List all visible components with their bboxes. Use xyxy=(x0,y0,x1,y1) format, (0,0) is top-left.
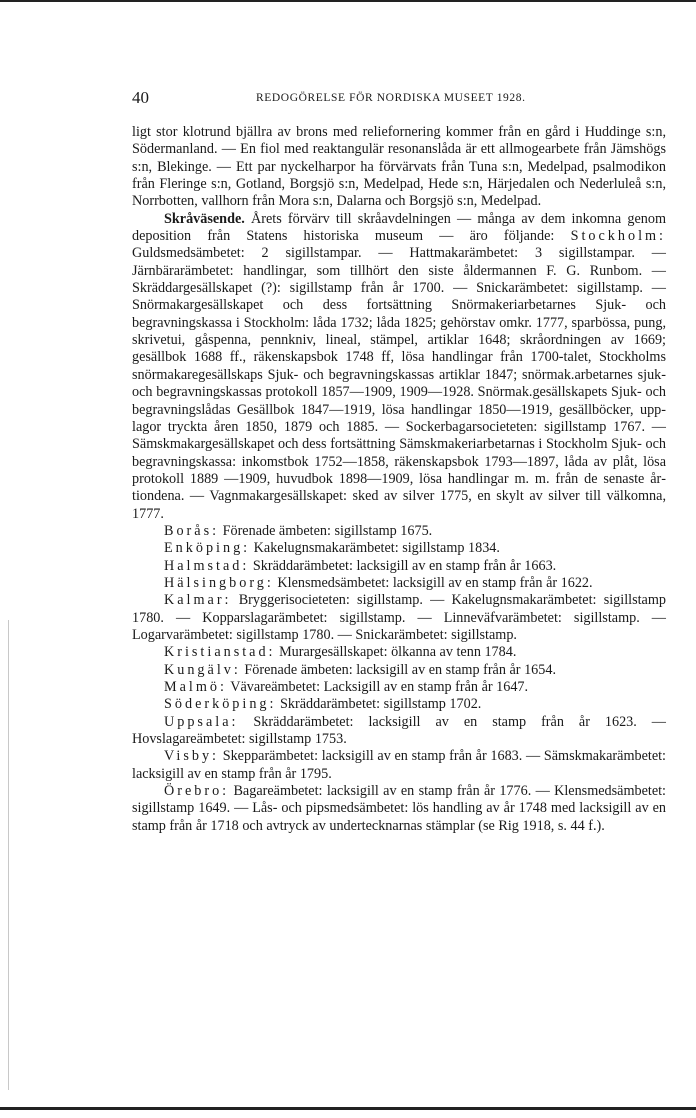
town-name: Hälsingborg: xyxy=(164,574,274,591)
town-text: Klensmedsämbetet: lacksigill av en stamp från år 1622. xyxy=(277,574,593,591)
town-text: Förenade ämbeten: sigillstamp 1675. xyxy=(222,522,433,539)
town-name: Uppsala: xyxy=(164,713,239,730)
town-entry xyxy=(132,714,666,749)
town-name: Halmstad: xyxy=(164,557,250,574)
town-entry xyxy=(132,592,666,644)
town-entry xyxy=(132,679,666,696)
town-name: Malmö: xyxy=(164,679,227,695)
page-body xyxy=(132,124,666,835)
town-entry xyxy=(132,644,666,661)
section-heading-skravasende: Skråväsende. xyxy=(164,210,245,227)
town-text: Skräddarämbetet: lacksigill av en stamp från år 1663. xyxy=(252,557,557,574)
town-text: Bagareämbetet: lacksigill av en stamp från år 1776. — Klensmedsämbetet: sigillstamp 1649. — Lås- och pipsmedsämbetet: lös handling av år 1748 med lacksigill av en stamp från år 1718 och avtryck av undertecknarnas stämplar (se Rig 1918, s. 44 f.). xyxy=(132,783,667,834)
town-entry xyxy=(132,748,666,783)
town-text: Skräddarämbetet: sigillstamp 1702. xyxy=(280,696,482,713)
town-entry xyxy=(132,540,666,557)
bottom-edge-rule xyxy=(0,1107,696,1110)
town-name-stockholm: Stockholm: xyxy=(570,228,667,245)
town-name: Örebro: xyxy=(164,783,230,800)
town-text: Skräddarämbetet: lacksigill av en stamp från år 1623. — Hovslagareämbetet: sigillstamp 1753. xyxy=(132,713,666,748)
town-text: Murargesällskapet: ölkanna av tenn 1784. xyxy=(279,644,517,661)
town-entry xyxy=(132,558,666,575)
town-entry xyxy=(132,662,666,679)
town-text: Vävareämbetet: Lacksigill av en stamp från år 1647. xyxy=(230,679,529,695)
paragraph-instruments: ligt stor klotrund bjällra av brons med reliefornering kommer från en gård i Huddinge s:n, Södermanland. — En fiol med reaktangulär resonanslåda är ett allmogearbete från Jämshögs s:n, Blekinge. — Ett par nyckelharpor ha förvärvats från Tuna s:n, Medelpad, psalmodikon från Fleringe s:n, Gotland, Borgsjö s:n, Medelpad, Hede s:n, Härjedalen och Nederluleå s:n, Norrbotten, vallhorn från Mora s:n, Dalarna och Borgsjö s:n, Medelpad. xyxy=(132,124,666,210)
town-text: Bryggerisocieteten: sigillstamp. — Kakelugnsmakarämbetet: sigillstamp 1780. — Kopparslagarämbetet: sigillstamp. — Linneväfvarämbetet: sigillstamp. — Logarvarämbetet: sigillstamp 1780. — Snickarämbetet: sigillstamp. xyxy=(132,592,666,643)
running-title: REDOGÖRELSE FÖR NORDISKA MUSEET 1928. xyxy=(256,92,526,104)
town-entry xyxy=(132,575,666,592)
paragraph-skravasende xyxy=(132,211,666,523)
town-name: Borås: xyxy=(164,522,220,539)
scan-margin-line xyxy=(8,620,9,1090)
town-name: Kungälv: xyxy=(164,661,241,678)
page-number: 40 xyxy=(132,88,149,107)
town-name: Visby: xyxy=(164,748,219,765)
stockholm-entries: Guldsmedsämbetet: 2 sigillstampar. — Hattmakarämbetet: 3 sigillstampar. — Järnbärarämbetet: handlingar, som tillhört den siste åldermannen F. G. Runbom. — Skräddargesällskapet (?): sigillstamp från år 1700. — Snickarämbetet: sigillstamp. — Snörmakargesällskapet och dess fortsättning Snörmakeriarbetarnes Sjuk- och begravningskassa i Stockholm: låda 1732; låda 1825; gehörstav omkr. 1777, sparbössa, pung, skrivetui, gåspenna, pennkniv, lineal, stämpel, artiklar 1648; skråordningen av 1669; gesällbok 1688 ff., räkenskapsbok 1748 ff, lösa handlingar från 1700-talet, Stockholms snörmakaregesällskaps Sjuk- och begravningskassas artiklar 1847; snörmak.arbetarnes sjuk- och begravningskassas protokoll 1857—1909, 1909—1928. Snörmak.gesällskapets Sjuk- och begravningslådas Gesällbok 1847—1919, lösa handlingar 1850—1919, gesällböcker, upplagor tryckta åren 1850, 1879 och 1885. — Sockerbagarsocieteten: sigillstamp 1767. — Sämskmakargesällskapet och dess fortsättning Sämskmakeriarbetarnas i Stockholm Sjuk- och begravningskassa: inkomstbok 1752—1858, räkenskapsbok 1793—1897, låda av plåt, lösa protokoll 1889 —1909, huvudbok 1898—1909, lösa handlingar m. m. från de senaste årtiondena. — Vagnmakargesällskapet: sked av silver 1775, en skylt av silver till välkomna, 1777. xyxy=(132,245,666,522)
top-edge-rule xyxy=(0,0,696,2)
town-text: Förenade ämbeten: lacksigill av en stamp från år 1654. xyxy=(244,661,556,678)
skravasende-intro: Årets förvärv till skråavdelningen — många av dem inkomna genom deposition från Statens historiska museum — äro följande: xyxy=(132,210,666,245)
town-entry xyxy=(132,783,666,835)
town-entry xyxy=(132,523,666,540)
town-entry xyxy=(132,696,666,713)
town-text: Skepparämbetet: lacksigill av en stamp från år 1683. — Sämskmakarämbetet: lacksigill av en stamp från år 1795. xyxy=(132,748,666,782)
town-name: Kristianstad: xyxy=(164,644,276,661)
page-header xyxy=(132,88,666,110)
town-text: Kakelugnsmakarämbetet: sigillstamp 1834. xyxy=(253,540,500,557)
town-name: Enköping: xyxy=(164,540,251,557)
town-name: Söderköping: xyxy=(164,696,277,713)
town-name: Kalmar: xyxy=(164,592,232,609)
